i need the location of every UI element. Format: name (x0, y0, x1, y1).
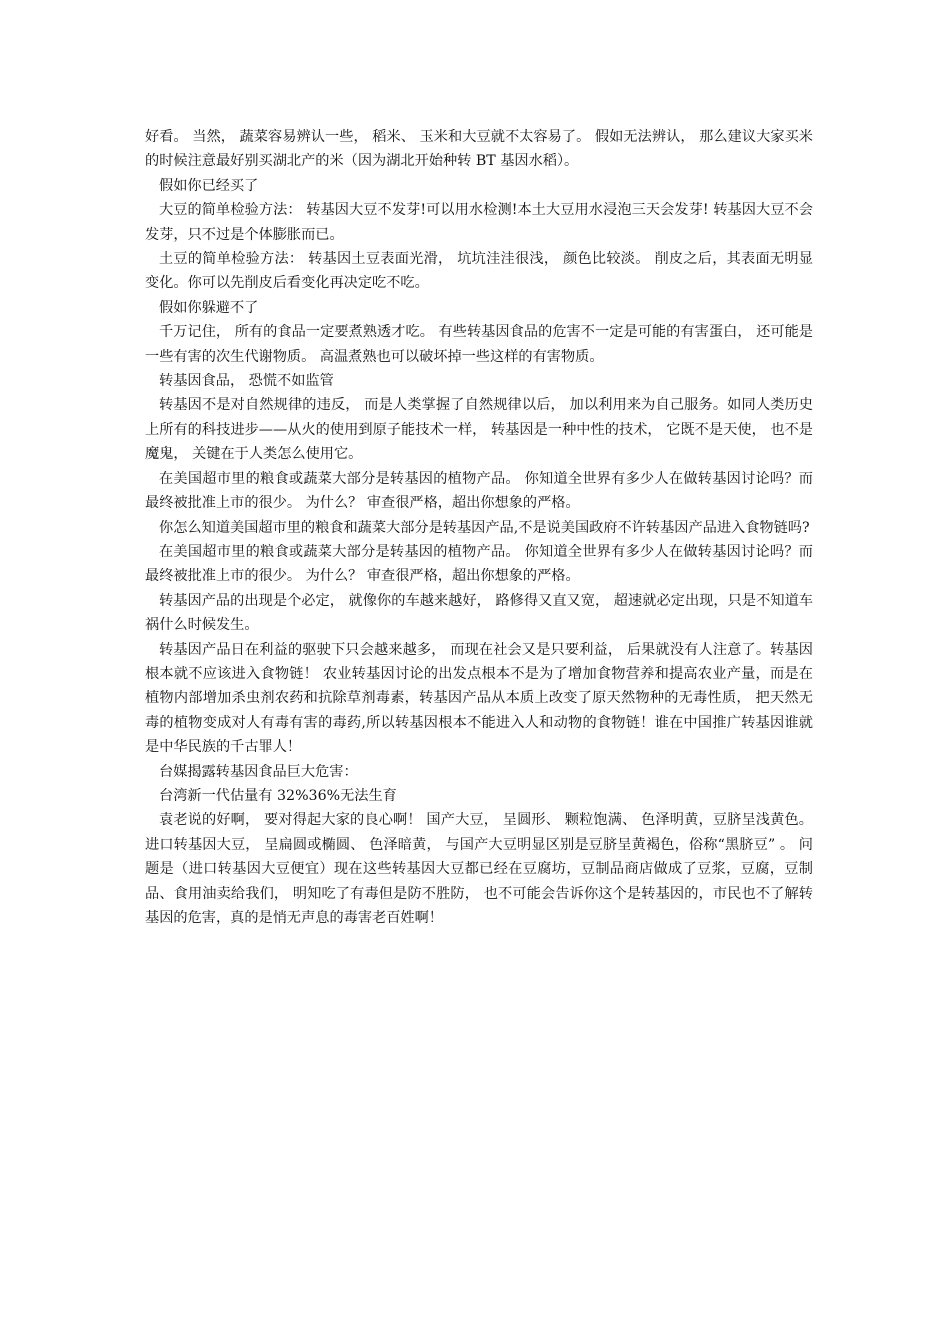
paragraph-question: 你怎么知道美国超市里的粮食和蔬菜大部分是转基因产品,不是说美国政府不许转基因产品进入食物链吗? (159, 519, 810, 536)
heading-cannot-avoid: 假如你躲避不了 (159, 299, 259, 316)
document-body (145, 125, 813, 930)
paragraph-neutral-technology: 转基因不是对自然规律的违反， 而是人类掌握了自然规律以后， 加以利用来为自己服务。如同人类历史上所有的科技进步——从火的使用到原子能技术一样， 转基因是一种中性的技术， 它既不是天使， 也不是魔鬼， 关键在于人类怎么使用它。 (145, 397, 813, 463)
paragraph-inevitable: 转基因产品的出现是个必定， 就像你的车越来越好， 路修得又直又宽， 超速就必定出现，只是不知道车祸什么时候发生。 (145, 592, 813, 634)
heading-taiwan-media: 台媒揭露转基因食品巨大危害： (159, 763, 358, 780)
paragraph-taiwan-fertility: 台湾新一代估量有 32%36%无法生育 (159, 787, 397, 804)
paragraph-profit-driven: 转基因产品日在利益的驱驶下只会越来越多， 而现在社会又是只要利益， 后果就没有人注意了。转基因根本就不应该进入食物链！ 农业转基因讨论的出发点根本不是为了增加食物营养和提高农业产量，而是在植物内部增加杀虫剂农药和抗除草剂毒素，转基因产品从本质上改变了原天然物种的无毒性质， 把天然无毒的植物变成对人有毒有害的毒药,所以转基因根本不能进入人和动物的食物链！谁在中国推广转基因谁就是中华民族的千古罪人！ (145, 641, 813, 756)
heading-regulation: 转基因食品， 恐慌不如监管 (159, 373, 334, 390)
paragraph-potato-test: 土豆的简单检验方法： 转基因土豆表面光滑， 坑坑洼洼很浅， 颜色比较淡。 削皮之后，其表面无明显变化。你可以先削皮后看变化再决定吃不吃。 (145, 251, 813, 292)
paragraph-us-supermarket: 在美国超市里的粮食或蔬菜大部分是转基因的植物产品。 你知道全世界有多少人在做转基因讨论吗？而最终被批准上市的很少。 为什么？ 审查很严格，超出你想象的严格。 (145, 470, 813, 512)
paragraph-cook-thoroughly: 千万记住， 所有的食品一定要煮熟透才吃。 有些转基因食品的危害不一定是可能的有害蛋白， 还可能是一些有害的次生代谢物质。 高温煮熟也可以破坏掉一些这样的有害物质。 (145, 324, 813, 365)
paragraph-us-supermarket-repeat: 在美国超市里的粮食或蔬菜大部分是转基因的植物产品。 你知道全世界有多少人在做转基因讨论吗？而最终被批准上市的很少。 为什么？ 审查很严格，超出你想象的严格。 (145, 543, 813, 585)
heading-if-bought: 假如你已经买了 (159, 177, 259, 194)
paragraph-domestic-vs-imported-soybean: 袁老说的好啊， 要对得起大家的良心啊！ 国产大豆， 呈圆形、 颗粒饱满、 色泽明黄，豆脐呈浅黄色。 进口转基因大豆， 呈扁圆或椭圆、 色泽暗黄， 与国产大豆明显区别是豆脐呈黄褐色，俗称“黑脐豆” 。 问题是（进口转基因大豆便宜）现在这些转基因大豆都已经在豆腐坊，豆制品商店做成了豆浆，豆腐，豆制品、食用油卖给我们， 明知吃了有毒但是防不胜防， 也不可能会告诉你这个是转基因的，市民也不了解转基因的危害，真的是悄无声息的毒害老百姓啊！ (145, 812, 813, 926)
paragraph-soybean-test: 大豆的简单检验方法： 转基因大豆不发芽!可以用水检测!本土大豆用水浸泡三天会发芽! 转基因大豆不会发芽，只不过是个体膨胀而已。 (145, 202, 813, 243)
paragraph-rice-advice: 好看。 当然， 蔬菜容易辨认一些， 稻米、 玉米和大豆就不太容易了。 假如无法辨认， 那么建议大家买米的时候注意最好别买湖北产的米（因为湖北开始种转 BT 基因水稻）。 (145, 129, 813, 170)
